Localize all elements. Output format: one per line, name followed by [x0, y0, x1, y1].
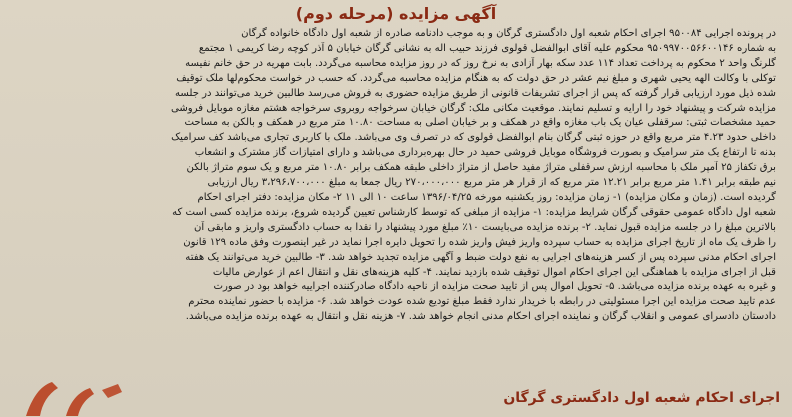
notice-line: گردیده است. (زمان و مکان مزایده) ۱- زمان مزایده: روز یکشنبه مورخه ۱۳۹۶/۰۴/۲۵ ساعت ۱۰ الی ۱۱ ۲- مکان مزایده: دفتر اجرای احکام: [197, 191, 776, 203]
notice-line: عدم تایید صحت مزایده این اجرا مسئولیتی در رابطه با خریدار ندارد فقط مبلغ تودیع شده عودت خواهد شد. ۶- مزایده با حضور نماینده محترم: [188, 296, 776, 308]
notice-line: توکلی با وکالت الهه یحیی شهری و مبلغ نیم عشر در حق دولت که به هنگام مزایده محاسبه می‌گردد. که حسب در خواست محکوم‌لها ملک توقیف: [176, 72, 776, 84]
notice-line: به شماره ۹۵۰۹۹۷۰۰۵۶۶۰۰۱۴۶ محکوم علیه آقای ابوالفضل قولوی فرزند حبیب اله به نشانی گرگان خیابان ۵ آذر کوچه رضا کریمی ۱ مجتمع: [198, 42, 776, 54]
notice-line: مزایده شرکت و پیشنهاد خود را ارایه و تسلیم نمایند. موقعیت مکانی ملک: گرگان خیابان سرخواجه روبروی سرخواجه هشتم مغازه موبایل فروشی: [170, 102, 776, 114]
notice-line: برق تکفاز ۲۵ آمپر ملک با محاسبه ارزش سرقفلی متراژ مفید حاصل از متراژ داخلی طبقه همکف برابر ۱۰.۸۰ متر مربع و یک سوم متراژ بالکن: [186, 162, 776, 174]
notice-line: دادستان دادسرای عمومی و انقلاب گرگان و نماینده اجرای احکام مدنی انجام خواهد شد. ۷- هزینه نقل و انتقال به عهده برنده مزایده می‌باشد.: [185, 311, 776, 323]
notice-line: داخلی حدود ۴.۲۳ متر مربع واقع در حوزه ثبتی گرگان بنام ابوالفضل قولوی که در تصرف وی می‌باشد. ملک با کاربری تجاری می‌باشد کف سرامیک: [171, 132, 776, 144]
stamp-mark: [18, 378, 128, 417]
notice-line: و غیره به عهده برنده مزایده می‌باشد. ۵- تحویل اموال پس از تایید صحت مزایده از ناحیه دادگاه صادرکننده اجراییه خواهد بود در صورت: [213, 281, 776, 293]
notice-line: گلرنگ واحد ۲ محکوم به پرداخت تعداد ۱۱۴ عدد سکه بهار آزادی به نرخ روز که در روز مزایده محاسبه می‌گردد. بابت مهریه در حق خانم نفیسه: [185, 57, 776, 69]
notice-line: شده ذیل مورد ارزیابی قرار گرفته که پس از اجرای تشریفات قانونی از طریق مزایده حضوری به فروش می‌رسد طالبین خرید می‌توانند در جلسه: [174, 87, 776, 99]
notice-line: بالاترین مبلغ را در جلسه مزایده قبول نماید. ۲- برنده مزایده می‌بایست ۱۰٪ مبلغ مورد پیشنهاد را نقدا به حساب دادگستری واریز و مابقی آن: [193, 221, 776, 233]
notice-line: بدنه تا ارتفاع یک متر سرامیک و بصورت فروشگاه موبایل فروشی حمید در حال بهره‌برداری می‌باشد و دارای امتیازات گاز مشترک و انشعاب: [194, 147, 776, 159]
notice-line: نیم طبقه برابر ۱.۴۱ متر مربع برابر ۱۲.۲۱ متر مربع که از قرار هر متر مربع ۲۷۰،۰۰۰،۰۰۰ ریال جمعا به مبلغ ۳،۲۹۶،۷۰۰،۰۰۰ ریال ارزیابی: [207, 177, 776, 189]
notice-line: شعبه اول دادگاه عمومی حقوقی گرگان شرایط مزایده: ۱- مزایده از مبلغی که توسط کارشناس تعیین گردیده شروع، برنده مزایده کسی است که: [172, 206, 776, 218]
notice-line: قبل از اجرای مزایده با هماهنگی این اجرای احکام اموال توقیف شده بازدید نمایند. ۴- کلیه هزینه‌های نقل و انتقال اعم از عوارض مالیات: [212, 266, 776, 278]
notice-title: آگهی مزایده (مرحله دوم): [295, 4, 497, 23]
notice-line: حمید مشخصات ثبتی: سرقفلی عیان یک باب مغازه واقع در همکف و بر خیابان اصلی به مساحت ۱۰.۸۰ متر مربع در همکف و بالکن به مساحت: [184, 117, 776, 129]
notice-signature: اجرای احکام شعبه اول دادگستری گرگان: [503, 390, 780, 406]
notice-body: [10, 27, 776, 325]
notice-line: را ظرف یک ماه از تاریخ اجرای مزایده به حساب سپرده واریز فیش واریز شده را تحویل دایره اجرا نماید در غیر اینصورت وفق ماده ۱۲۹ قانون: [183, 236, 776, 248]
notice-line: اجرای احکام مدنی سپرده پس از کسر هزینه‌های اجرایی به نفع دولت ضبط و آگهی مزایده تجدید خواهد شد. ۳- طالبین خرید می‌توانند یک هفته: [185, 251, 776, 263]
notice-line: در پرونده اجرایی ۹۵۰۰۸۴ اجرای احکام شعبه اول دادگستری گرگان و به موجب دادنامه صادره از شعبه اول دادگاه خانواده گرگان: [241, 28, 776, 39]
